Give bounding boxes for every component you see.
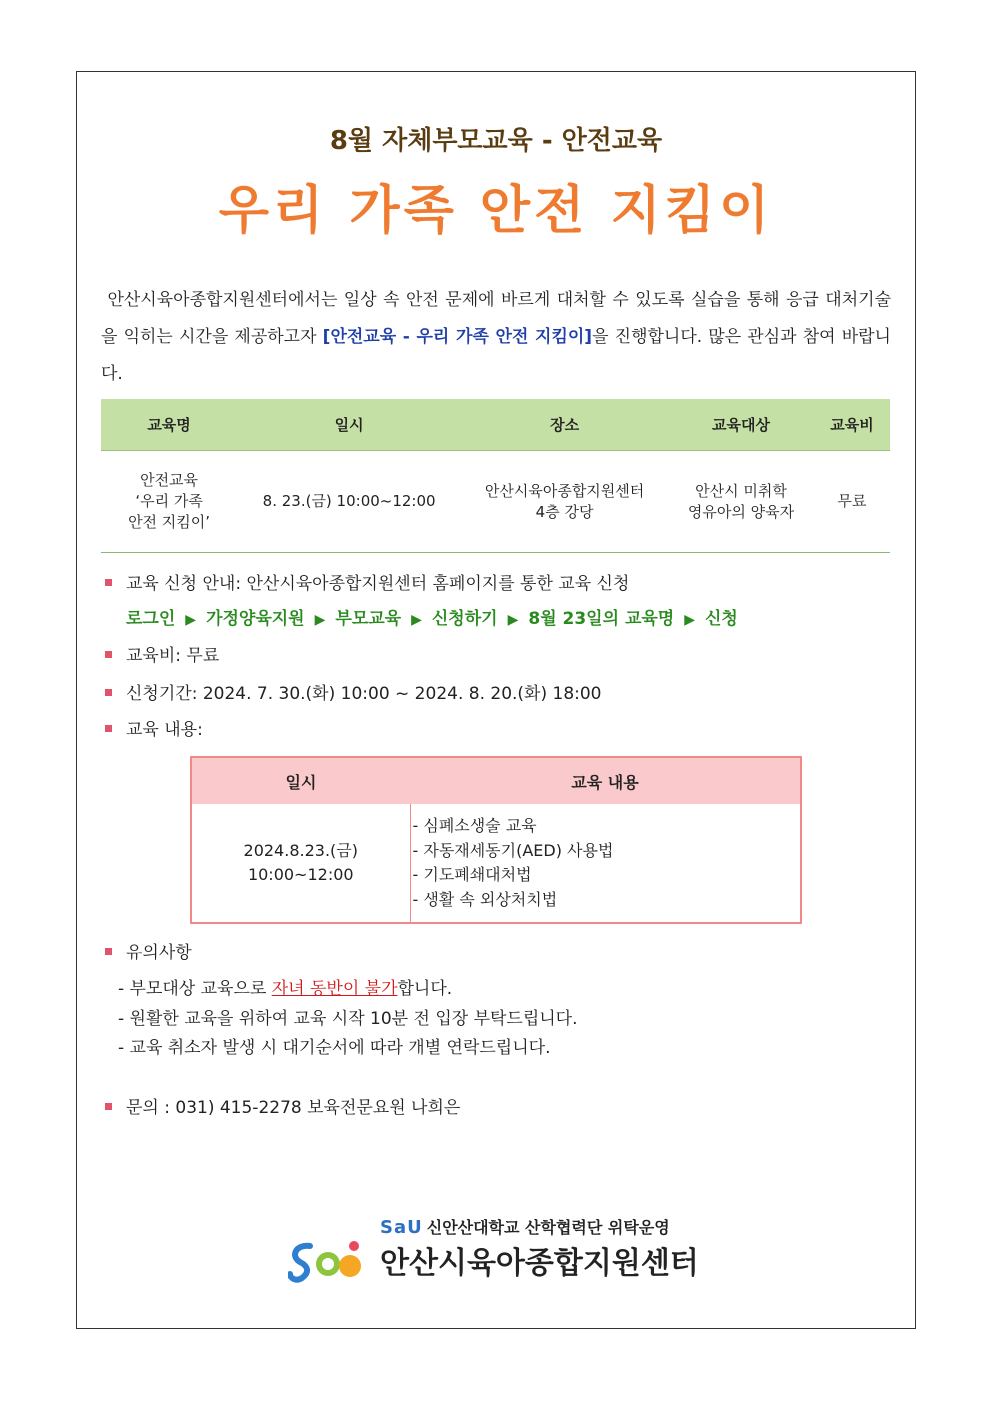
info-table xyxy=(101,399,890,553)
header-fee: 교육비 xyxy=(814,399,890,451)
arrow-right-icon: ▶ xyxy=(314,612,326,628)
intro-text-after: 을 진행합니다. 많은 관심과 참여 바랍니다. xyxy=(101,327,891,384)
center-name: 안산시육아종합지원센터 xyxy=(380,1246,699,1281)
content-date-line: 2024.8.23.(금) xyxy=(243,841,358,860)
period-item xyxy=(105,679,602,704)
intro-paragraph xyxy=(101,282,891,393)
list-item: - 기도폐쇄대처법 xyxy=(412,865,532,884)
place-line: 4층 강당 xyxy=(535,502,594,521)
note-line-2: - 원활한 교육을 위하여 교육 시작 10분 전 입장 부탁드립니다. xyxy=(118,1009,578,1029)
target-line: 영유아의 양육자 xyxy=(687,502,795,521)
header-name: 교육명 xyxy=(101,399,237,451)
note-text: - 부모대상 교육으로 xyxy=(118,979,272,999)
sau-logo: SaU xyxy=(380,1217,423,1238)
bullet-square-icon xyxy=(105,1103,112,1110)
notes-label-item xyxy=(105,938,192,963)
fee-item xyxy=(105,641,219,666)
name-line: ‘우리 가족 xyxy=(135,492,203,510)
cell-name xyxy=(101,451,237,553)
place-line: 안산시육아종합지원센터 xyxy=(484,481,645,500)
fee-text: 교육비: 무료 xyxy=(126,646,220,666)
contact-item xyxy=(105,1093,460,1118)
cell-date: 8. 23.(금) 10:00~12:00 xyxy=(237,451,461,553)
notes-label: 유의사항 xyxy=(126,943,192,963)
operator-text: 신안산대학교 산학협력단 위탁운영 xyxy=(426,1218,670,1237)
path-step: 부모교육 xyxy=(335,609,402,629)
list-item: - 심폐소생술 교육 xyxy=(412,816,537,835)
apply-path xyxy=(126,604,738,629)
note-line-1 xyxy=(118,974,452,999)
table-row xyxy=(191,804,801,923)
operator-line xyxy=(380,1215,670,1238)
note-warning: 자녀 동반이 불가 xyxy=(271,979,398,999)
path-step: 8월 23일의 교육명 xyxy=(528,609,675,629)
header-place: 장소 xyxy=(461,399,668,451)
content-header-date: 일시 xyxy=(191,757,410,804)
target-line: 안산시 미취학 xyxy=(695,481,787,500)
subtitle: 8월 자체부모교육 - 안전교육 xyxy=(329,126,663,156)
bullet-square-icon xyxy=(105,689,112,696)
intro-highlight: [안전교육 - 우리 가족 안전 지킴이] xyxy=(322,327,593,347)
bullet-square-icon xyxy=(105,651,112,658)
apply-guide-item xyxy=(105,569,629,594)
path-step: 가정양육지원 xyxy=(206,609,305,629)
contact-text: 문의 : 031) 415-2278 보육전문요원 나희은 xyxy=(126,1098,461,1118)
path-step: 신청하기 xyxy=(431,609,498,629)
cell-target xyxy=(668,451,814,553)
header-date: 일시 xyxy=(237,399,461,451)
list-item: - 자동재세동기(AED) 사용법 xyxy=(412,840,614,860)
apply-guide-text: 교육 신청 안내: 안산시육아종합지원센터 홈페이지를 통한 교육 신청 xyxy=(126,574,630,594)
center-logo-icon xyxy=(288,1236,370,1284)
bullet-square-icon xyxy=(105,579,112,586)
info-table-header-row xyxy=(101,399,890,451)
content-label-item xyxy=(105,715,203,740)
header-target: 교육대상 xyxy=(668,399,814,451)
arrow-right-icon: ▶ xyxy=(507,612,519,628)
content-table xyxy=(190,756,802,924)
path-step: 신청 xyxy=(705,609,738,629)
bullet-square-icon xyxy=(105,725,112,732)
list-item: - 생활 속 외상처치법 xyxy=(412,889,558,909)
arrow-right-icon: ▶ xyxy=(185,612,197,628)
note-text: 합니다. xyxy=(397,979,453,999)
content-date-line: 10:00~12:00 xyxy=(247,865,354,884)
cell-place xyxy=(461,451,668,553)
note-line-3: - 교육 취소자 발생 시 대기순서에 따라 개별 연락드립니다. xyxy=(118,1038,551,1058)
content-date-cell xyxy=(191,804,410,923)
content-items-cell xyxy=(410,804,801,923)
arrow-right-icon: ▶ xyxy=(411,612,422,628)
name-line: 안전 지킴이’ xyxy=(128,513,211,531)
table-row xyxy=(101,451,890,553)
page-title: 우리 가족 안전 지킴이 xyxy=(218,181,774,241)
content-label-text: 교육 내용: xyxy=(126,720,203,740)
arrow-right-icon: ▶ xyxy=(684,612,695,628)
intro-text-before: 안산시육아종합지원센터에서는 일상 속 안전 문제에 바르게 대처할 수 있도록 실습을 통해 응급 대처기술을 익히는 시간을 제공하고자 xyxy=(101,290,891,347)
path-step: 로그인 xyxy=(126,609,176,629)
content-table-header-row xyxy=(191,757,801,804)
name-line: 안전교육 xyxy=(140,471,199,489)
cell-fee: 무료 xyxy=(814,451,890,553)
period-text: 신청기간: 2024. 7. 30.(화) 10:00 ~ 2024. 8. 20.(화) 18:00 xyxy=(126,684,602,704)
bullet-square-icon xyxy=(105,948,112,955)
content-header-content: 교육 내용 xyxy=(410,757,801,804)
